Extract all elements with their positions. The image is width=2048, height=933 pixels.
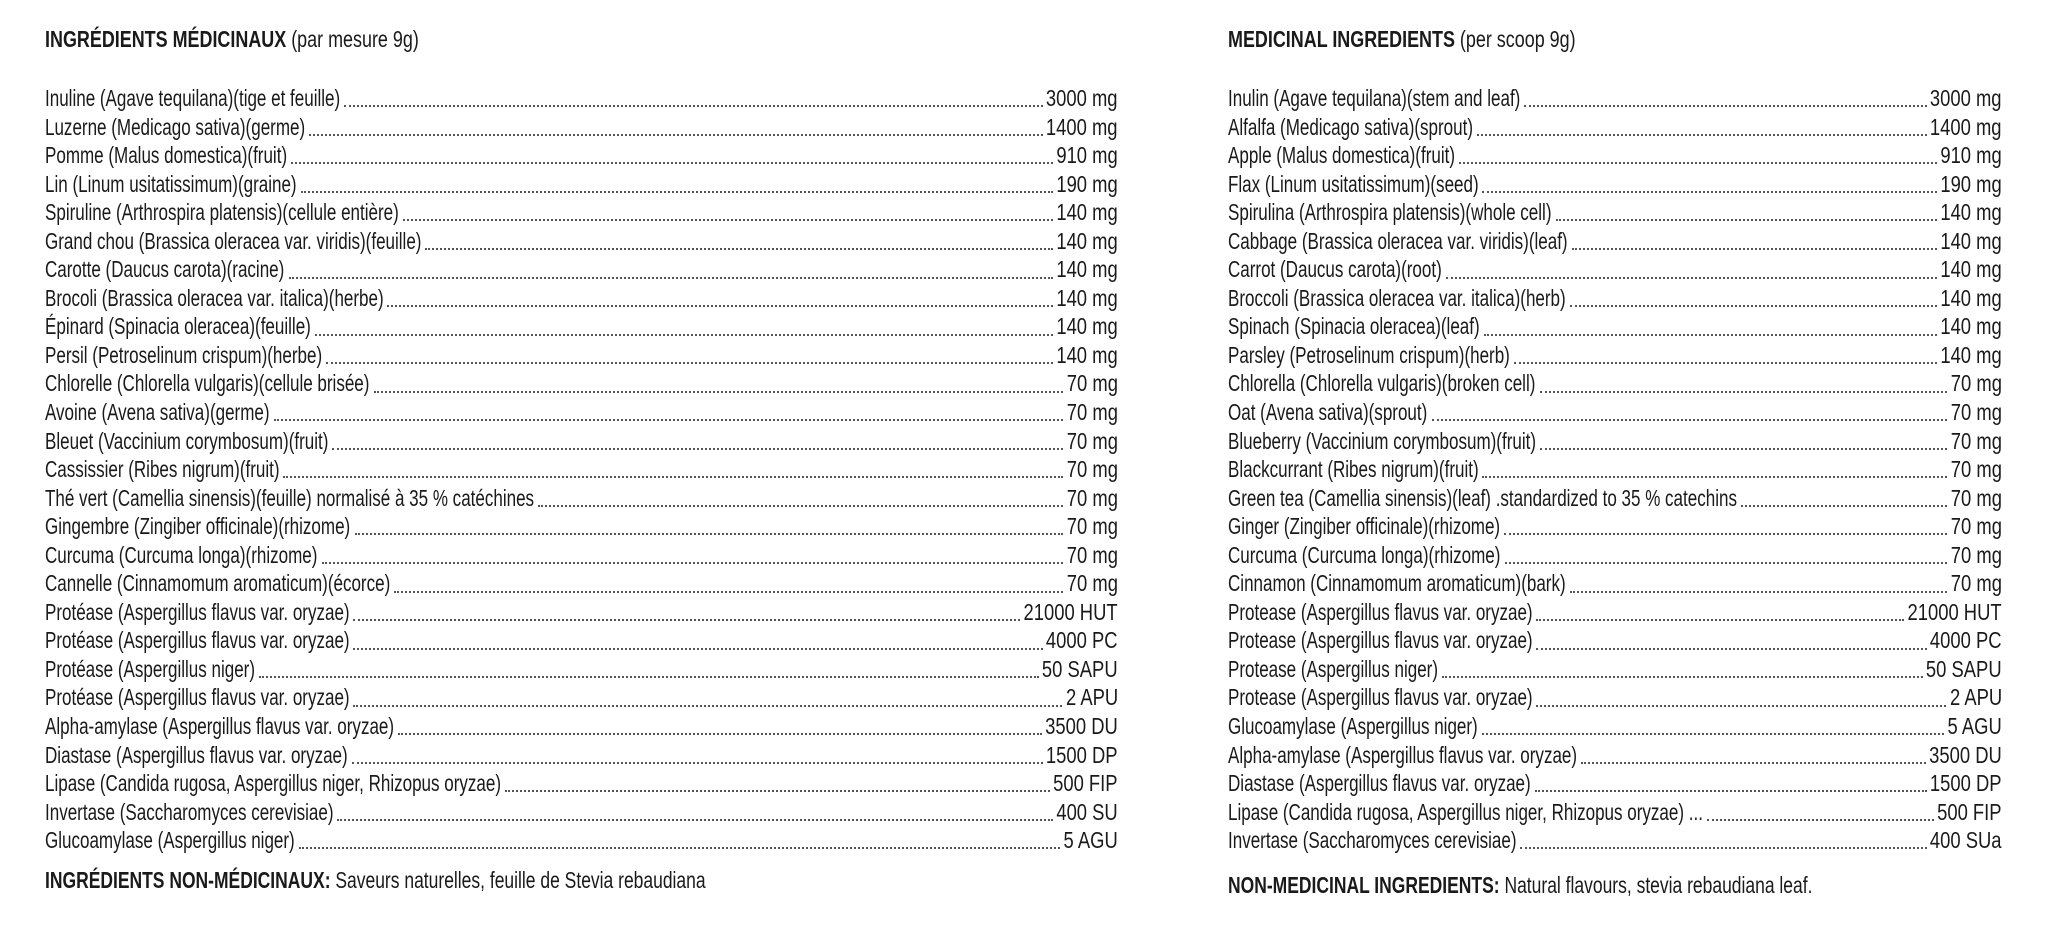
ingredient-name: Lipase (Candida rugosa, Aspergillus niger, Rhizopus oryzae) — [45, 770, 502, 797]
ingredient-name: Invertase (Saccharomyces cerevisiae) — [45, 798, 334, 825]
ingredient-amount: 70 mg — [1950, 399, 2002, 426]
ingredient-name: Alpha-amylase (Aspergillus flavus var. oryzae) — [45, 713, 395, 740]
ingredient-row — [1228, 113, 2002, 142]
dot-leader — [1482, 733, 1944, 735]
ingredient-row — [1228, 712, 2002, 741]
ingredient-row — [1228, 369, 2002, 398]
ingredient-amount: 2 APU — [1065, 684, 1118, 711]
ingredient-name: Brocoli (Brassica oleracea var. italica)(herbe) — [45, 284, 384, 311]
ingredient-amount: 70 mg — [1950, 541, 2002, 568]
ingredient-amount: 190 mg — [1940, 170, 2002, 197]
ingredient-name: Épinard (Spinacia oleracea)(feuille) — [45, 313, 311, 340]
non-medicinal-en — [1228, 872, 1812, 899]
ingredient-name: Alfalfa (Medicago sativa)(sprout) — [1228, 113, 1473, 140]
dot-leader — [1432, 419, 1947, 421]
dot-leader — [283, 476, 1062, 478]
ingredient-amount: 140 mg — [1056, 284, 1118, 311]
dot-leader — [1442, 676, 1923, 678]
dot-leader — [353, 619, 1020, 621]
ingredient-name: Persil (Petroselinum crispum)(herbe) — [45, 341, 323, 368]
dot-leader — [1482, 476, 1947, 478]
ingredient-name: Carotte (Daucus carota)(racine) — [45, 256, 285, 283]
dot-leader — [398, 733, 1042, 735]
ingredient-row — [1228, 198, 2002, 227]
dot-leader — [353, 705, 1061, 707]
ingredient-row — [1228, 683, 2002, 712]
ingredient-name: Protease (Aspergillus flavus var. oryzae) — [1228, 598, 1533, 625]
ingredient-row — [45, 284, 1118, 313]
dot-leader — [394, 591, 1063, 593]
ingredient-amount: 140 mg — [1056, 227, 1118, 254]
ingredient-name: Parsley (Petroselinum crispum)(herb) — [1228, 341, 1510, 368]
ingredient-amount: 4000 PC — [1930, 627, 2002, 654]
non-medicinal-text: Natural flavours, stevia rebaudiana leaf. — [1499, 872, 1813, 898]
ingredient-row — [1228, 227, 2002, 256]
ingredient-amount: 1500 DP — [1046, 741, 1118, 768]
ingredient-name: Protéase (Aspergillus flavus var. oryzae) — [45, 684, 350, 711]
ingredient-name: Cabbage (Brassica oleracea var. viridis)(leaf) — [1228, 227, 1568, 254]
ingredient-name: Protéase (Aspergillus niger) — [45, 655, 256, 682]
ingredient-name: Inuline (Agave tequilana)(tige et feuille) — [45, 85, 341, 111]
ingredient-row — [1228, 312, 2002, 341]
ingredient-name: Cassissier (Ribes nigrum)(fruit) — [45, 456, 280, 483]
ingredient-name: Chlorelle (Chlorella vulgaris)(cellule brisée) — [45, 370, 370, 397]
dot-leader — [299, 847, 1060, 849]
dot-leader — [374, 391, 1063, 393]
ingredient-name: Curcuma (Curcuma longa)(rhizome) — [45, 541, 318, 568]
ingredient-name: Luzerne (Medicago sativa)(germe) — [45, 113, 306, 140]
dot-leader — [1535, 790, 1927, 792]
dot-leader — [315, 334, 1053, 336]
ingredient-amount: 70 mg — [1066, 456, 1118, 483]
ingredient-name: Spirulina (Arthrospira platensis)(whole cell) — [1228, 199, 1552, 226]
dot-leader — [259, 676, 1039, 678]
ingredient-row — [1228, 655, 2002, 684]
non-medicinal-label: INGRÉDIENTS NON-MÉDICINAUX: — [45, 867, 331, 893]
ingredient-row — [45, 455, 1118, 484]
ingredient-row — [45, 598, 1118, 627]
ingredient-row — [45, 626, 1118, 655]
ingredient-name: Protéase (Aspergillus flavus var. oryzae) — [45, 598, 350, 625]
ingredient-amount: 140 mg — [1940, 256, 2002, 283]
ingredient-name: Protease (Aspergillus niger) — [1228, 655, 1439, 682]
dot-leader — [1482, 191, 1937, 193]
ingredient-name: Carrot (Daucus carota)(root) — [1228, 256, 1442, 283]
ingredient-amount: 910 mg — [1056, 142, 1118, 169]
dot-leader — [425, 248, 1053, 250]
dot-leader — [274, 419, 1063, 421]
ingredient-amount: 70 mg — [1950, 370, 2002, 397]
ingredient-row — [1228, 455, 2002, 484]
ingredient-amount: 3500 DU — [1929, 741, 2002, 768]
ingredient-name: Lipase (Candida rugosa, Aspergillus niger, Rhizopus oryzae) ... — [1228, 798, 1703, 825]
dot-leader — [1540, 391, 1947, 393]
heading-title: MEDICINAL INGREDIENTS — [1228, 26, 1455, 52]
ingredient-name: Apple (Malus domestica)(fruit) — [1228, 142, 1456, 169]
ingredient-row — [45, 741, 1118, 770]
ingredient-amount: 5 AGU — [1947, 713, 2002, 740]
ingredient-name: Alpha-amylase (Aspergillus flavus var. oryzae) — [1228, 741, 1578, 768]
ingredient-name: Cinnamon (Cinnamomum aromaticum)(bark) — [1228, 570, 1566, 597]
ingredient-row — [1228, 626, 2002, 655]
ingredient-amount: 70 mg — [1066, 370, 1118, 397]
dot-leader — [355, 533, 1063, 535]
non-medicinal-fr — [45, 867, 706, 894]
ingredient-name: Gingembre (Zingiber officinale)(rhizome) — [45, 513, 351, 540]
ingredient-amount: 70 mg — [1066, 484, 1118, 511]
ingredient-amount: 70 mg — [1066, 427, 1118, 454]
ingredient-amount: 140 mg — [1940, 341, 2002, 368]
ingredient-amount: 190 mg — [1056, 170, 1118, 197]
dot-leader — [326, 362, 1053, 364]
ingredient-row — [1228, 541, 2002, 570]
ingredient-name: Glucoamylase (Aspergillus niger) — [1228, 713, 1478, 740]
ingredient-amount: 70 mg — [1066, 513, 1118, 540]
heading-note: (par mesure 9g) — [286, 26, 419, 52]
dot-leader — [1581, 762, 1926, 764]
dot-leader — [1477, 134, 1927, 136]
ingredient-row — [45, 541, 1118, 570]
dot-leader — [337, 819, 1053, 821]
ingredient-row — [45, 198, 1118, 227]
ingredient-row — [45, 484, 1118, 513]
ingredient-row — [45, 512, 1118, 541]
ingredient-row — [45, 655, 1118, 684]
ingredient-amount: 21000 HUT — [1023, 598, 1118, 625]
dot-leader — [301, 191, 1053, 193]
dot-leader — [322, 562, 1063, 564]
dot-leader — [1514, 362, 1937, 364]
ingredient-name: Broccoli (Brassica oleracea var. italica)(herb) — [1228, 284, 1566, 311]
ingredient-amount: 70 mg — [1950, 427, 2002, 454]
ingredient-amount: 50 SAPU — [1042, 655, 1118, 682]
dot-leader — [1520, 847, 1926, 849]
dot-leader — [1572, 248, 1937, 250]
ingredient-amount: 140 mg — [1056, 313, 1118, 340]
ingredient-row — [1228, 284, 2002, 313]
ingredient-row — [1228, 398, 2002, 427]
dot-leader — [1536, 619, 1904, 621]
ingredient-row — [1228, 741, 2002, 770]
ingredient-amount: 500 FIP — [1937, 798, 2002, 825]
ingredient-row — [1228, 484, 2002, 513]
ingredient-amount: 70 mg — [1066, 541, 1118, 568]
ingredient-amount: 4000 PC — [1046, 627, 1118, 654]
dot-leader — [1484, 334, 1937, 336]
dot-leader — [1707, 819, 1934, 821]
ingredient-amount: 70 mg — [1950, 513, 2002, 540]
ingredient-name: Ginger (Zingiber officinale)(rhizome) — [1228, 513, 1501, 540]
ingredient-row — [1228, 598, 2002, 627]
dot-leader — [403, 219, 1053, 221]
ingredient-amount: 70 mg — [1950, 484, 2002, 511]
dot-leader — [1504, 533, 1947, 535]
ingredient-name: Invertase (Saccharomyces cerevisiae) — [1228, 827, 1517, 854]
ingredient-amount: 1400 mg — [1046, 113, 1118, 140]
ingredient-row — [45, 569, 1118, 598]
non-medicinal-label: NON-MEDICINAL INGREDIENTS: — [1228, 872, 1500, 898]
ingredient-row — [1228, 512, 2002, 541]
dot-leader — [1556, 219, 1937, 221]
ingredient-row — [1228, 341, 2002, 370]
dot-leader — [1570, 591, 1947, 593]
ingredient-row — [45, 255, 1118, 284]
dot-leader — [1524, 105, 1926, 107]
ingredient-row — [45, 826, 1118, 855]
dot-leader — [1570, 305, 1937, 307]
ingredient-amount: 910 mg — [1940, 142, 2002, 169]
ingredient-row — [1228, 569, 2002, 598]
ingredient-row — [45, 798, 1118, 827]
ingredient-amount: 140 mg — [1056, 341, 1118, 368]
ingredient-amount: 140 mg — [1940, 199, 2002, 226]
heading-note: (per scoop 9g) — [1454, 26, 1576, 52]
ingredient-name: Protease (Aspergillus flavus var. oryzae) — [1228, 684, 1533, 711]
ingredient-amount: 500 FIP — [1053, 770, 1118, 797]
ingredient-row — [45, 84, 1118, 113]
medicinal-heading-fr — [45, 26, 419, 53]
ingredient-name: Blueberry (Vaccinium corymbosum)(fruit) — [1228, 427, 1537, 454]
ingredient-row — [45, 427, 1118, 456]
dot-leader — [1741, 505, 1947, 507]
ingredient-row — [45, 312, 1118, 341]
ingredient-amount: 1500 DP — [1930, 770, 2002, 797]
ingredient-row — [45, 398, 1118, 427]
ingredient-row — [1228, 427, 2002, 456]
ingredient-name: Protéase (Aspergillus flavus var. oryzae) — [45, 627, 350, 654]
dot-leader — [1446, 277, 1937, 279]
dot-leader — [1459, 162, 1937, 164]
ingredient-name: Chlorella (Chlorella vulgaris)(broken cell) — [1228, 370, 1536, 397]
ingredient-name: Protease (Aspergillus flavus var. oryzae) — [1228, 627, 1533, 654]
ingredient-name: Diastase (Aspergillus flavus var. oryzae) — [1228, 770, 1531, 797]
ingredient-row — [45, 227, 1118, 256]
ingredient-name: Bleuet (Vaccinium corymbosum)(fruit) — [45, 427, 329, 454]
ingredient-row — [45, 141, 1118, 170]
dot-leader — [344, 105, 1043, 107]
ingredient-amount: 70 mg — [1950, 456, 2002, 483]
ingredient-amount: 21000 HUT — [1907, 598, 2002, 625]
medicinal-heading-en — [1228, 26, 1576, 53]
ingredient-name: Spinach (Spinacia oleracea)(leaf) — [1228, 313, 1480, 340]
ingredient-row — [45, 369, 1118, 398]
dot-leader — [353, 648, 1043, 650]
ingredient-name: Avoine (Avena sativa)(germe) — [45, 399, 270, 426]
ingredient-row — [45, 341, 1118, 370]
ingredient-amount: 2 APU — [1949, 684, 2002, 711]
ingredient-name: Glucoamylase (Aspergillus niger) — [45, 827, 295, 854]
ingredient-row — [45, 683, 1118, 712]
ingredient-amount: 140 mg — [1940, 227, 2002, 254]
ingredient-amount: 400 SUa — [1930, 827, 2002, 854]
ingredient-name: Blackcurrant (Ribes nigrum)(fruit) — [1228, 456, 1479, 483]
ingredient-amount: 70 mg — [1950, 570, 2002, 597]
ingredient-amount: 3000 mg — [1930, 85, 2002, 111]
dot-leader — [1536, 705, 1945, 707]
ingredient-name: Oat (Avena sativa)(sprout) — [1228, 399, 1428, 426]
ingredient-row — [1228, 255, 2002, 284]
dot-leader — [1505, 562, 1947, 564]
ingredient-name: Lin (Linum usitatissimum)(graine) — [45, 170, 297, 197]
non-medicinal-text: Saveurs naturelles, feuille de Stevia rebaudiana — [330, 867, 706, 893]
ingredient-name: Inulin (Agave tequilana)(stem and leaf) — [1228, 85, 1521, 111]
ingredient-name: Grand chou (Brassica oleracea var. viridis)(feuille) — [45, 227, 422, 254]
ingredient-amount: 3000 mg — [1046, 85, 1118, 111]
dot-leader — [1536, 648, 1927, 650]
ingredient-row — [45, 113, 1118, 142]
ingredient-row — [1228, 769, 2002, 798]
ingredient-amount: 140 mg — [1940, 313, 2002, 340]
ingredient-row — [45, 712, 1118, 741]
dot-leader — [387, 305, 1053, 307]
dot-leader — [289, 277, 1053, 279]
ingredient-name: Flax (Linum usitatissimum)(seed) — [1228, 170, 1479, 197]
ingredient-row — [1228, 141, 2002, 170]
dot-leader — [505, 790, 1050, 792]
ingredient-amount: 70 mg — [1066, 570, 1118, 597]
ingredient-row — [1228, 170, 2002, 199]
ingredient-amount: 140 mg — [1056, 256, 1118, 283]
ingredient-amount: 70 mg — [1066, 399, 1118, 426]
dot-leader — [352, 762, 1043, 764]
ingredient-row — [45, 769, 1118, 798]
ingredient-row — [45, 170, 1118, 199]
ingredient-amount: 5 AGU — [1063, 827, 1118, 854]
dot-leader — [309, 134, 1043, 136]
ingredient-row — [1228, 84, 2002, 113]
ingredient-list-fr — [45, 84, 1118, 855]
heading-title: INGRÉDIENTS MÉDICINAUX — [45, 26, 287, 52]
dot-leader — [332, 448, 1062, 450]
ingredient-amount: 400 SU — [1056, 798, 1118, 825]
ingredient-amount: 50 SAPU — [1926, 655, 2002, 682]
ingredient-name: Green tea (Camellia sinensis)(leaf) .standardized to 35 % catechins — [1228, 484, 1737, 511]
ingredient-name: Curcuma (Curcuma longa)(rhizome) — [1228, 541, 1501, 568]
ingredient-row — [1228, 826, 2002, 855]
dot-leader — [538, 505, 1063, 507]
dot-leader — [1540, 448, 1947, 450]
ingredient-list-en — [1228, 84, 2002, 855]
ingredient-name: Pomme (Malus domestica)(fruit) — [45, 142, 288, 169]
ingredient-name: Cannelle (Cinnamomum aromaticum)(écorce) — [45, 570, 391, 597]
ingredient-amount: 140 mg — [1940, 284, 2002, 311]
ingredient-amount: 1400 mg — [1930, 113, 2002, 140]
ingredient-row — [1228, 798, 2002, 827]
ingredient-amount: 3500 DU — [1045, 713, 1118, 740]
dot-leader — [291, 162, 1053, 164]
ingredient-name: Spiruline (Arthrospira platensis)(cellule entière) — [45, 199, 399, 226]
ingredient-name: Thé vert (Camellia sinensis)(feuille) normalisé à 35 % catéchines — [45, 484, 535, 511]
ingredient-name: Diastase (Aspergillus flavus var. oryzae) — [45, 741, 348, 768]
ingredient-amount: 140 mg — [1056, 199, 1118, 226]
